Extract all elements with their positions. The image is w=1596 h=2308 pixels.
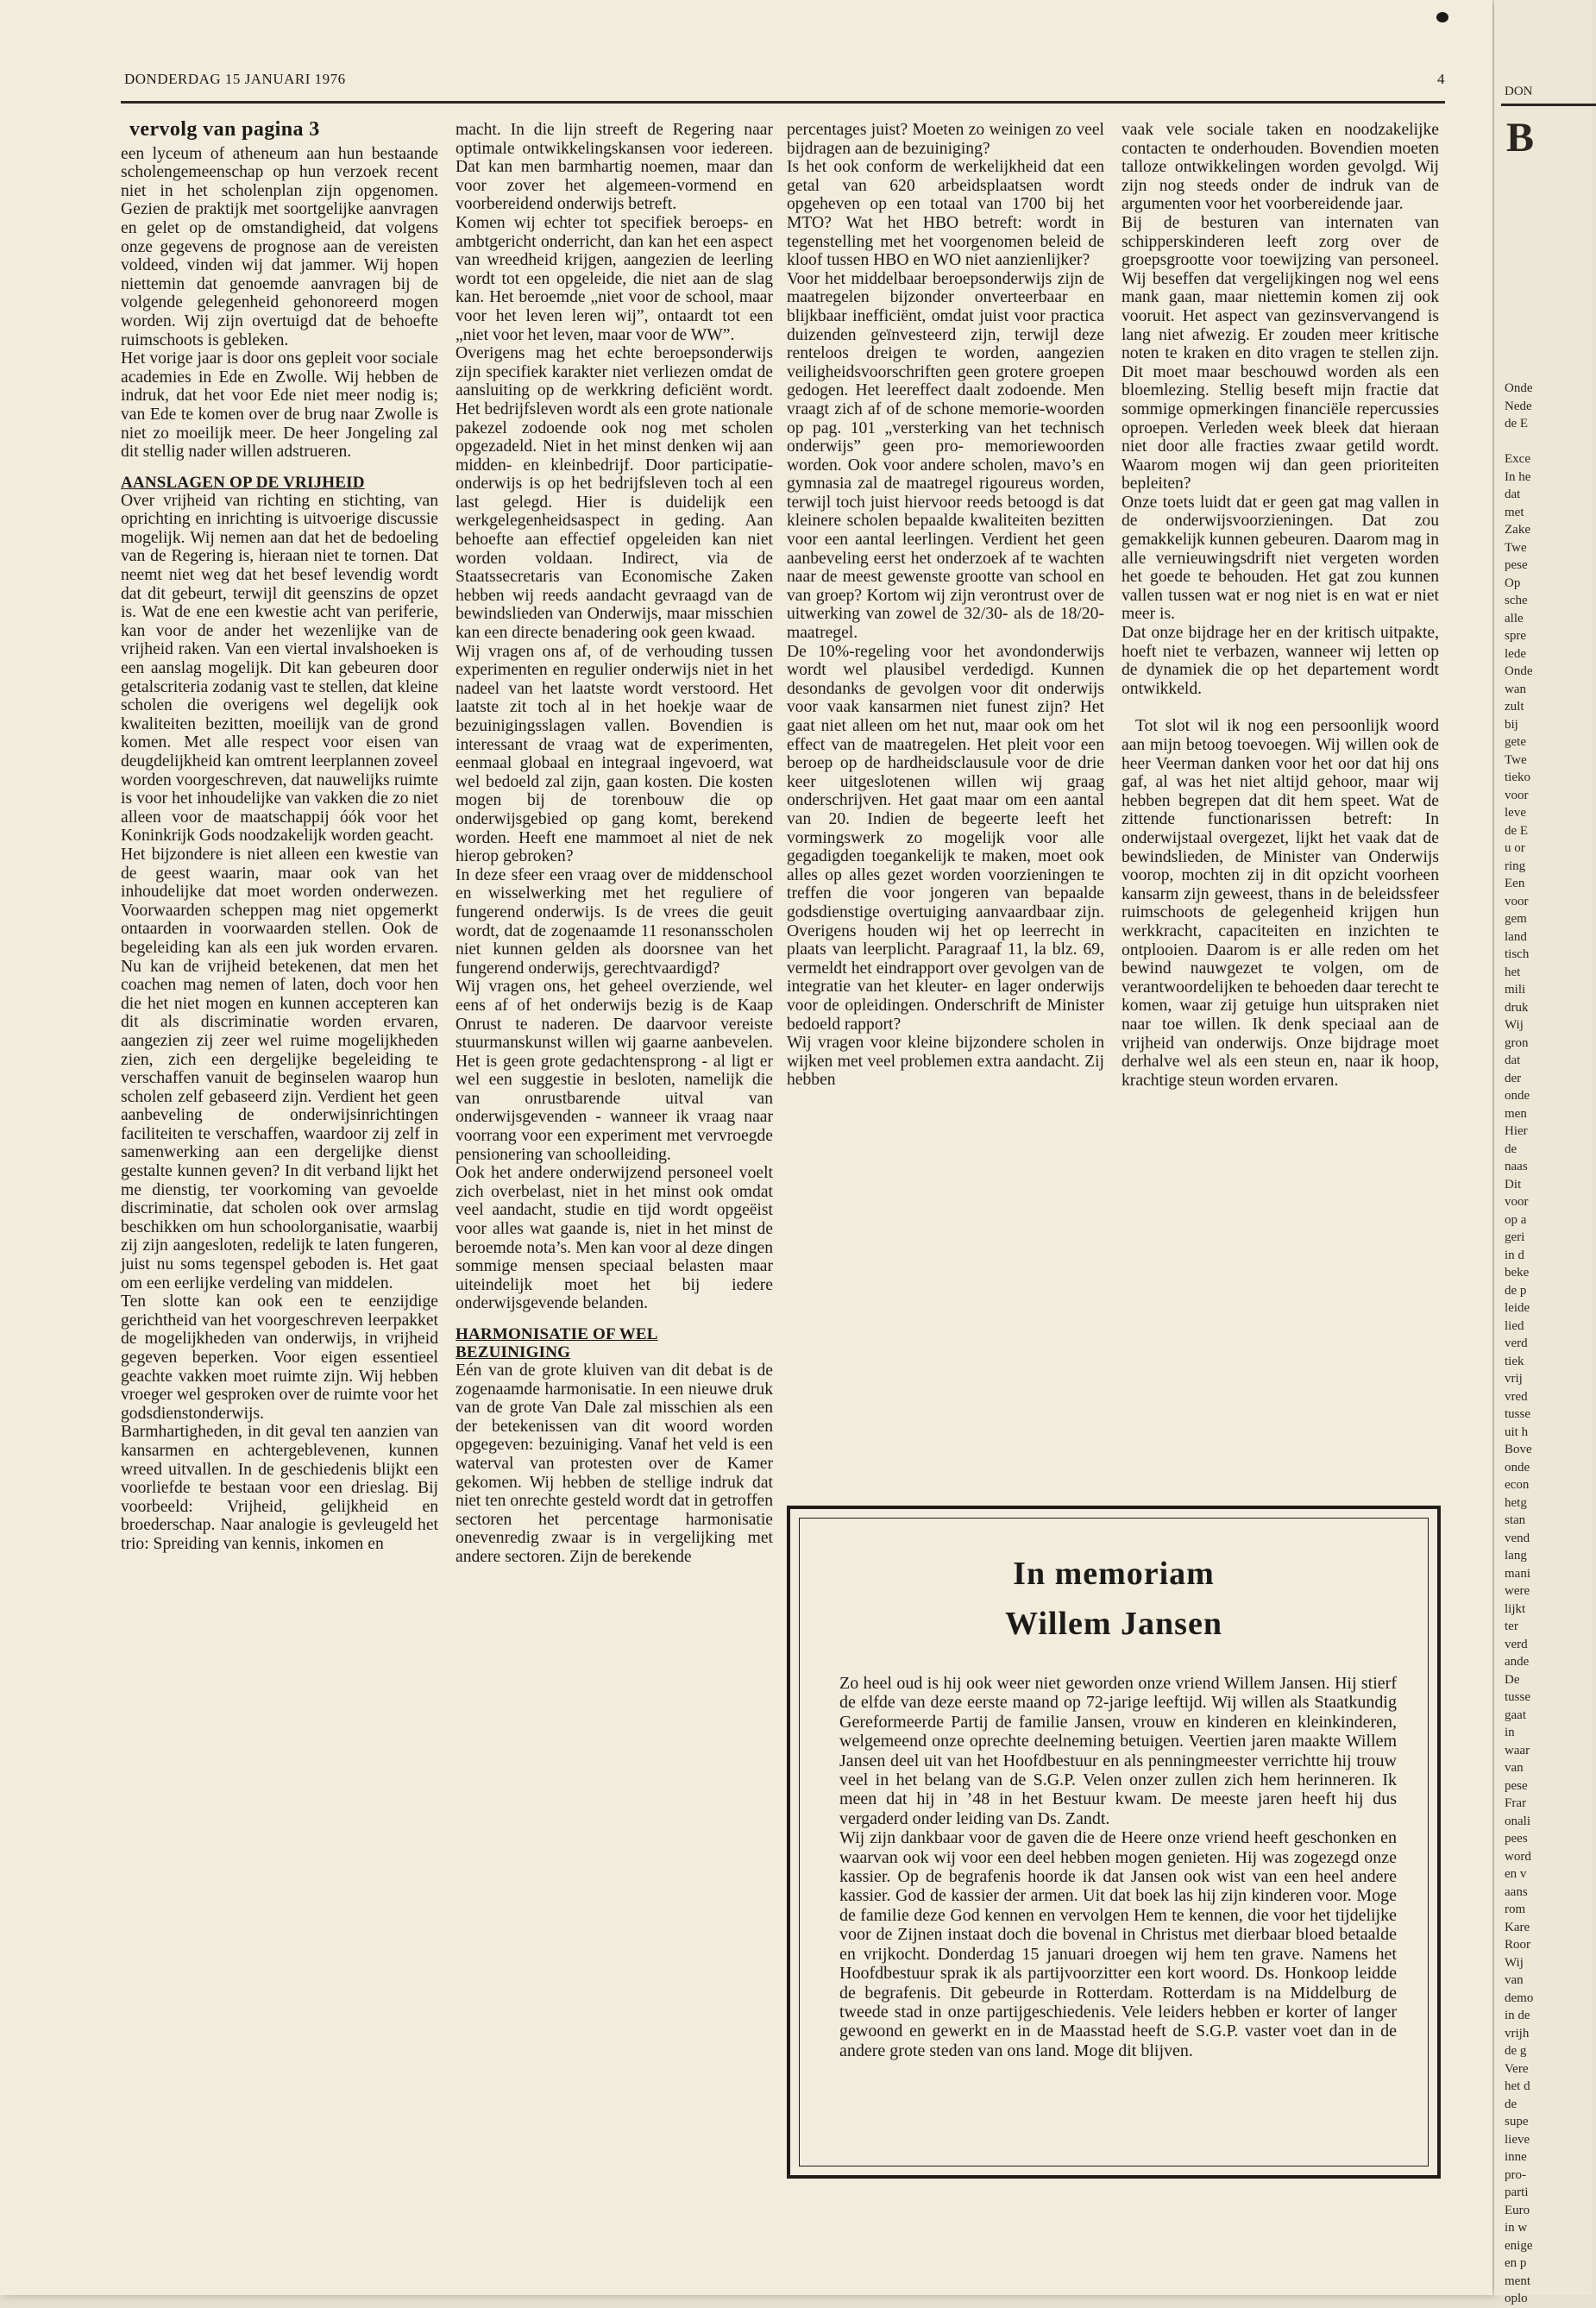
text-fragment: Twe <box>1505 752 1527 767</box>
text-fragment: Zake <box>1505 523 1530 537</box>
paragraph: Is het ook conform de werkelijkheid dat een getal van 620 arbeidsplaatsen wordt opgeheven op een totaal van 1700 bij het MTO? Wat het HBO betreft: wordt in tegenstelling met het voorgenomen beleid de kloof tussen HBO en WO niet aanzienlijker? <box>787 158 1104 270</box>
paragraph: Ten slotte kan ook een te eenzijdige gerichtheid van het voorgeschreven leerpakket de mogelijkheden van onderwijs, in vrijheid gegeven beperken. Voor eigen essentieel geachte vakken moet ruimte zijn. Wij hebben vroeger wel gesproken over de ruimte voor het godsdienstonderwijs. <box>121 1292 438 1423</box>
paragraph: Eén van de grote kluiven van dit debat is de zogenaamde harmonisatie. In een nieuwe druk van de grote Van Dale zal misschien als een der betekenissen van dit woord worden opgegeven: bezuiniging. Vanaf het veld is een waterval van protesten over de Kamer gekomen. Wij hebben de stellige indruk dat niet ten onrechte gesteld wordt dat in getroffen sectoren het percentage harmonisatie onevenredig zwaar is in vergelijking met andere sectoren. Zijn de berekende <box>456 1362 773 1566</box>
text-fragment: dat <box>1505 487 1521 501</box>
text-fragment: supe <box>1505 2115 1529 2129</box>
text-fragment: stan <box>1505 1513 1526 1527</box>
paragraph: macht. In die lijn streeft de Regering naar optimale ontwikkelingskansen voor iedereen. Dat kan men barmhartig noemen, maar dan voor zover het algemeen-vormend en voorbereidend onderwijs betreft. <box>456 121 773 214</box>
text-fragment: pese <box>1505 558 1528 572</box>
text-fragment: naas <box>1505 1160 1528 1173</box>
page-number: 4 <box>1437 71 1445 87</box>
text-fragment: alle <box>1505 611 1524 626</box>
text-fragment: Onde <box>1505 381 1533 395</box>
memoriam-inner-border <box>799 1518 1429 2167</box>
text-fragment: gem <box>1505 912 1527 926</box>
text-fragment: spre <box>1505 629 1526 643</box>
paragraph: Ook het andere onderwijzend personeel voelt zich overbelast, niet in het minst ook omdat veel aandacht, studie en tijd wordt opgeëist voor alles wat gaande is, niet in het minst de beroemde nota’s. Men kan voor al deze dingen sommige mensen speciaal belasten maar uiteindelijk moet het bij iedere onderwijsgevende belanden. <box>456 1164 773 1313</box>
text-fragment: het <box>1505 965 1521 979</box>
text-fragment: bij <box>1505 717 1518 732</box>
memoriam-name: Willem Jansen <box>1005 1606 1222 1642</box>
text-fragment <box>1505 433 1591 451</box>
text-fragment: Vere <box>1505 2061 1529 2076</box>
text-fragment: Wij <box>1505 1018 1524 1032</box>
text-fragment: Een <box>1505 877 1525 890</box>
column-4 <box>1122 121 1439 1090</box>
column-1 <box>121 118 438 1554</box>
text-fragment: der <box>1505 1071 1522 1085</box>
text-fragment: De <box>1505 1672 1520 1687</box>
text-fragment: leve <box>1505 806 1526 820</box>
text-fragment: tisch <box>1505 947 1530 961</box>
paragraph: Overigens mag het echte beroepsonderwijs zijn specifiek karakter niet verliezen omdat de aansluiting op de werkkring deficiënt wordt. Het bedrijfsleven wordt als een grote nationale pakezel zodoende ook nog met scholen opgezadeld. Niet in het minst denken wij aan midden- en kleinbedrijf. Door participatie-onderwijs is op het bedrijfsleven toch al een last gelegd. Hier is duidelijk een werkgelegenheidsaspect in geding. Aan behoefte aan effectief opgeleiden kan niet worden voldaan. Indirect, via de Staatssecretaris van Economische Zaken hebben wij reeds aandacht gevraagd van de bewindslieden van Onderwijs, maar misschien kan een directe benadering ook geen kwaad. <box>456 344 773 643</box>
text-fragment: druk <box>1505 1000 1529 1015</box>
text-fragment: Frar <box>1505 1796 1526 1810</box>
text-fragment: de E <box>1505 823 1529 838</box>
text-fragment: Bove <box>1505 1443 1532 1456</box>
paragraph: De 10%-regeling voor het avondonderwijs wordt wel plausibel verdedigd. Kunnen desondanks de gevolgen voor dit onderwijs voor vaak kansarmen niet funest zijn? Het gaat niet alleen om het nut, maar ook om het effect van de maatregelen. Het pleit voor een beroep op de hardheidsclausule voor de drie keer uitgeslotenen willen wij graag onderschrijven. Het gaat maar om een aantal van 20. Indien de begeerte leeft het vormingswerk zo mogelijk voor alle gegadigden toegankelijk te maken, moet ook alles op alles gezet worden voorzieningen te treffen die voor jongeren van bepaalde godsdienstige overtuiging aanvaardbaar zijn. Overigens houden wij het op leerrecht in plaats van leerplicht. Paragraaf 11, la blz. 69, vermeldt het eindrapport over gevolgen van de integratie van het kleuter- en lager onderwijs voor de opleidingen. Onderschrift de Minister bedoeld rapport? <box>787 642 1104 1034</box>
text-fragment: voor <box>1505 894 1529 909</box>
text-fragment: pro- <box>1505 2167 1526 2182</box>
text-fragment: Exce <box>1505 452 1530 466</box>
text-fragment: Euro <box>1505 2203 1530 2217</box>
text-fragment: Kare <box>1505 1920 1530 1934</box>
text-fragment: inne <box>1505 2150 1527 2164</box>
paragraph: Bij de besturen van internaten van schipperskinderen leeft zorg over de groepsgrootte voor toewijzing van personeel. Wij beseffen dat vergelijkingen nog wel eens mank gaan, maar niettemin komen zij ook vooruit. Het aspect van gezinsvervangend is lang niet afwezig. Er zouden meer kritische noten te kraken en dito vragen te stellen zijn. Dit moet maar beschouwd worden als een bloemlezing. Stellig beseft mijn fractie dat sommige opmerkingen financiële repercussies oproepen. Verleden week bleek dat hieraan niet door alle fracties zwaar getild wordt. Waarom mogen wij dan geen prioriteiten bepleiten? <box>1122 213 1439 494</box>
text-fragment: in w <box>1505 2221 1528 2235</box>
text-fragment: voor <box>1505 1195 1529 1209</box>
text-fragment: word <box>1505 1849 1531 1864</box>
continued-label: vervolg van pagina 3 <box>129 118 320 141</box>
text-fragment: de <box>1505 1141 1517 1156</box>
section-heading: AANSLAGEN OP DE VRIJHEID <box>121 473 365 492</box>
text-fragment: op a <box>1505 1212 1527 1227</box>
memoriam-title: In memoriam <box>1013 1556 1215 1592</box>
paragraph: Wij vragen voor kleine bijzondere scholen in wijken met veel problemen extra aandacht. Zij hebben <box>787 1034 1104 1090</box>
text-fragment: oplo <box>1505 2292 1528 2305</box>
text-fragment: dat <box>1505 1053 1521 1067</box>
text-fragment: vred <box>1505 1389 1528 1404</box>
text-fragment: lieve <box>1505 2132 1530 2147</box>
paragraph: Wij vragen ons af, of de verhouding tussen experimenten en regulier onderwijs niet in het nadeel van het laatste wordt verstoord. Het laatste zit toch al in het hoekje waar de bezuinigingsslagen vallen. Bovendien is interessant de vraag wat de experimenten, eenmaal globaal en integraal ingevoerd, wat wel bedoeld zal zijn, gaan kosten. Die kosten mogen bij de torenbouw die op onderwijsgebied op gang komt, berekend worden. Heeft ene mammoet al niet de nek hierop gebroken? <box>456 642 773 866</box>
text-fragment: de E <box>1505 417 1529 431</box>
text-fragment: verd <box>1505 1637 1528 1651</box>
text-fragment: Onde <box>1505 664 1533 678</box>
text-fragment: Roor <box>1505 1938 1530 1952</box>
text-fragment: tieko <box>1505 770 1530 784</box>
header-date: DONDERDAG 15 JANUARI 1976 <box>124 71 346 87</box>
text-fragment: de p <box>1505 1283 1527 1298</box>
text-fragment: verd <box>1505 1336 1528 1350</box>
text-fragment: Hier <box>1505 1124 1528 1138</box>
next-page-headline-letter: B <box>1506 115 1535 160</box>
paragraph: Wij zijn dankbaar voor de gaven die de Heere onze vriend heeft geschonken en waarvan ook wij voor een deel hebben mogen genieten. Hij was zogezegd onze kassier. Op de begrafenis hoorde ik dat Jansen ook wist van een heel andere kassier. God de kassier der armen. Uit dat boek las hij zijn kinderen voor. Moge de familie deze God kennen en vervolgen Hem te kennen, die voor het tijdelijke voor de Zijnen instaat doch die bovenal in Christus met dierbaar bloed betaalde en vrijkocht. Donderdag 15 januari droegen wij hem ten grave. Namens het Hoofdbestuur sprak ik als partijvoorzitter een kort woord. Ds. Honkoop leidde de begrafenis. Dit gebeurde in Rotterdam. Rotterdam is na Middelburg de tweede stad in onze partijgeschiedenis. Vele leiders hebben er korter of langer gewoond en gewerkt en in de Maasstad heeft de S.G.P. vaster voet dan in de andere grote steden van ons land. Moge dit blijven. <box>839 1828 1397 2060</box>
next-page-rule <box>1501 104 1596 106</box>
text-fragment: Dit <box>1505 1177 1522 1192</box>
paragraph: Over vrijheid van richting en stichting, van oprichting en inrichting is uitvoerige discussie mogelijk. Wij nemen aan dat het de bedoeling van de Regering is, hieraan niet te tornen. Dat neemt niet weg dat het besef levendig wordt dat dit gebeurt, terwijl dit geenszins de opzet is. Wat de ene een kwestie acht van periferie, kan voor de ander het wezenlijke van de vrijheid raken. Van een viertal invalshoeken is een aanslag mogelijk. Dit kan gebeuren door getalscriteria zodanig vast te stellen, dat kleine scholen die overigens wel degelijk ook kwaliteiten bezitten, moeilijk van de grond komen. Met alle respect voor eisen van deugdelijkheid kan omtrent leerplannen zoveel worden voorgeschreven, dat nauwelijks ruimte is voor het inhoudelijke van vakken die zo niet alleen voor de maatschappij óók voor het Koninkrijk Gods noodzakelijk worden geacht. <box>121 491 438 846</box>
text-fragment: pees <box>1505 1832 1528 1846</box>
header-rule <box>121 101 1445 104</box>
text-fragment: aans <box>1505 1884 1528 1899</box>
text-fragment: in d <box>1505 1248 1524 1262</box>
paragraph: Het vorige jaar is door ons gepleit voor sociale academies in Ede en Zwolle. Wij hebben de indruk, dat het voor Ede niet meer nodig is; van Ede te komen over de brug naar Zwolle is niet zo moeilijk meer. De heer Jongeling zal dit stellig nader willen adstrueren. <box>121 349 438 462</box>
text-fragment: en p <box>1505 2256 1527 2270</box>
paragraph: Voor het middelbaar beroepsonderwijs zijn de maatregelen bijzonder onverteerbaar en blijkbaar inefficiënt, omdat juist voor practica duizenden geïnvesteerd zijn, terwijl deze renteloos dreigen te worden, aangezien veiligheidsvoorschriften geen grotere groepen gedogen. Het leereffect daalt zodoende. Men vraagt zich af of de schone memorie-woorden op pag. 101 „versterking van het technisch onderwijs” geen pro- memoriewoorden worden. Ook voor andere scholen, mavo’s en gymnasia zal de maatregel rigoureus worden, terwijl toch juist hiervoor reeds betoogd is dat kleinere scholen bepaalde kwaliteiten bezitten voor een aantal leerlingen. Verdient het geen aanbeveling eerst het onderzoek af te wachten naar de meest gewenste grootte van school en van groep? Kortom wij zijn verontrust over de uitwerking van zowel de 32/30- als de 18/20-maatregel. <box>787 269 1104 643</box>
text-fragment: Op <box>1505 575 1521 590</box>
paragraph: Komen wij echter tot specifiek beroeps- en ambtgericht onderricht, dan kan het een aspect van wreedheid krijgen, aangezien de leerling wordt tot een opgeleide, die niet aan de slag kan. Het beroemde „niet voor de school, maar voor het leven leren wij”, ontaardt tot een „niet voor het leven, maar voor de WW”. <box>456 213 773 344</box>
paragraph: Wij vragen ons, het geheel overziende, wel eens af of het onderwijs bezig is de Kaap Onrust te naderen. De daarvoor vereiste stuurmanskunst willen wij gaarne aanbevelen. Het is geen grote gedachtensprong - al ligt er wel een suggestie in besloten, namelijk die van onrustbarende uitval van onderwijsgevenden - wanneer ik vraag naar voorrang voor een experiment met vervroegde pensionering van schoolleiding. <box>456 978 773 1164</box>
text-fragment: onde <box>1505 1089 1530 1103</box>
text-fragment: van <box>1505 1973 1524 1987</box>
text-fragment: lijkt <box>1505 1601 1526 1616</box>
text-fragment: Nede <box>1505 399 1532 413</box>
text-fragment: u or <box>1505 841 1525 855</box>
text-fragment: het d <box>1505 2079 1530 2093</box>
column-3 <box>787 121 1104 1090</box>
next-page-edge <box>1494 0 1592 2305</box>
text-fragment: vend <box>1505 1531 1530 1545</box>
text-fragment: zult <box>1505 700 1524 714</box>
text-fragment: tusse <box>1505 1407 1530 1421</box>
text-fragment: lang <box>1505 1549 1527 1563</box>
text-fragment: uit h <box>1505 1424 1529 1439</box>
text-fragment: voor <box>1505 788 1529 802</box>
text-fragment: demo <box>1505 1990 1534 2005</box>
next-page-text-fragments <box>1505 380 1591 2308</box>
text-fragment: land <box>1505 929 1527 944</box>
text-fragment: econ <box>1505 1478 1530 1492</box>
paragraph: vaak vele sociale taken en noodzakelijke contacten te onderhouden. Bovendien moeten talloze ontwikkelingen worden gevolgd. Wij zijn nog steeds onder de indruk van de argumenten voor het voorbereidende jaar. <box>1122 121 1439 214</box>
text-fragment: men <box>1505 1106 1527 1121</box>
text-fragment: vrijh <box>1505 2026 1530 2041</box>
text-fragment: ande <box>1505 1655 1530 1669</box>
text-fragment: ter <box>1505 1619 1518 1633</box>
text-fragment: van <box>1505 1761 1524 1775</box>
paragraph: Tot slot wil ik nog een persoonlijk woord aan mijn betoog toevoegen. Wij willen ook de heer Veerman danken voor het oor dat hij ons gaf, al was het niet altijd gehoor, maar wij hebben begrepen dat dit hem speet. Wat de zittende functionarissen betreft: In onderwijstaal overgezet, lijkt het vaak dat de bewindslieden, de Minister van Onderwijs voorop, mochten zij in dit opzicht voorheen kansarm zijn geweest, thans in de beleidssfeer ruimschoots de gelegenheid krijgen hun werkkracht, capaciteiten en inzichten te ontplooien. Daarom is er alle reden om het bewind nauwgezet te volgen, om de verantwoordelijken te behoeden daar terecht te komen, waar zij getuige hun uitspraken niet naar toe willen. Ik denk speciaal aan de vrijheid van onderwijs. Onze bijdrage moet derhalve wel als een steun en, naar ik hoop, krachtige steun worden ervaren. <box>1122 717 1439 1090</box>
text-fragment: mili <box>1505 983 1526 997</box>
text-fragment: gaat <box>1505 1707 1526 1722</box>
text-fragment: mani <box>1505 1566 1530 1581</box>
text-fragment: parti <box>1505 2185 1529 2199</box>
text-fragment: sche <box>1505 594 1528 607</box>
text-fragment: gete <box>1505 735 1526 749</box>
text-fragment: pese <box>1505 1778 1528 1793</box>
memoriam-box <box>787 1506 1441 2179</box>
next-page-header: DON <box>1505 85 1533 98</box>
text-fragment: in <box>1505 1726 1515 1739</box>
text-fragment: rom <box>1505 1902 1526 1916</box>
paragraph: Barmhartigheden, in dit geval ten aanzien van kansarmen en achtergeblevenen, kunnen wreed uitvallen. In de geschiedenis blijkt een voorliefde te bestaan voor een drieslag. Bij voorbeeld: Vrijheid, gelijkheid en broederschap. Naar analogie is gevleugeld het trio: Spreiding van kennis, inkomen en <box>121 1423 438 1553</box>
ink-blot <box>1436 12 1448 22</box>
text-fragment: de g <box>1505 2044 1527 2058</box>
text-fragment: tiek <box>1505 1354 1524 1368</box>
text-fragment: ring <box>1505 858 1526 873</box>
text-fragment: wan <box>1505 682 1526 696</box>
column-2 <box>456 121 773 1567</box>
paragraph: percentages juist? Moeten zo weinigen zo veel bijdragen aan de bezuiniging? <box>787 121 1104 158</box>
paragraph: Zo heel oud is hij ook weer niet geworden onze vriend Willem Jansen. Hij stierf de elfde van deze eerste maand op 72-jarige leeftijd. Wij willen als Staatkundig Gereformeerde Partij de familie Jansen, vrouw en kinderen en kleinkinderen, welgemeend onze oprechte deelneming betuigen. Veertien jaren maakte Willem Jansen deel uit van het Hoofdbestuur en als penningmeester verrichtte hij trouw veel in het belang van de S.G.P. Velen onzer zullen zich hem herinneren. Ik meen dat hij in ’48 in het Bestuur kwam. De meeste jaren heeft hij dus vergaderd onder leiding van Ds. Zandt. <box>839 1674 1397 1828</box>
text-fragment: In he <box>1505 469 1531 484</box>
text-fragment: enige <box>1505 2238 1533 2253</box>
text-fragment: ment <box>1505 2273 1530 2288</box>
text-fragment: lied <box>1505 1318 1524 1333</box>
text-fragment: onali <box>1505 1814 1530 1828</box>
section-heading: HARMONISATIE OF WEL BEZUINIGING <box>456 1325 658 1362</box>
text-fragment: geri <box>1505 1230 1525 1244</box>
text-fragment: lede <box>1505 646 1526 661</box>
text-fragment: beke <box>1505 1266 1530 1280</box>
text-fragment: en v <box>1505 1867 1527 1881</box>
text-fragment: waar <box>1505 1743 1530 1758</box>
text-fragment: in de <box>1505 2009 1530 2022</box>
text-fragment: hetg <box>1505 1495 1527 1510</box>
text-fragment: Twe <box>1505 540 1527 555</box>
text-fragment: leide <box>1505 1301 1530 1315</box>
text-fragment: tusse <box>1505 1690 1530 1704</box>
text-fragment: were <box>1505 1584 1530 1598</box>
text-fragment: vrij <box>1505 1372 1523 1386</box>
memoriam-body <box>839 1674 1397 2060</box>
paragraph: Onze toets luidt dat er geen gat mag vallen in de onderwijsvoorzieningen. Dat zou gemakkelijk kunnen gebeuren. Daarom mag in alle vernieuwingsdrift niet vergeten worden het goede te behouden. Het gat zou kunnen vallen tussen wat er nog niet is en wat er niet meer is. <box>1122 493 1439 624</box>
paragraph: Het bijzondere is niet alleen een kwestie van de geest waarin, maar ook van het inhoudelijke dat moet worden onderwezen. Voorwaarden scheppen mag niet opgemerkt ontaarden in voorwaarden stellen. Ook de begeleiding kan als een juk worden ervaren. Nu kan de vrijheid betekenen, dat men het coachen mag nemen of laten, doch voor hen die het niet mogen en kunnen accepteren kan dit als discriminatie worden ervaren, aangezien zij zeer wel ruime mogelijkheden zien, zich een dergelijke begeleiding te verschaffen vanuit de beginselen waarop hun scholen zelf gebaseerd zijn. Verdient het geen aanbeveling de onderwijsinrichtingen faciliteiten te verschaffen, waardoor zij zelf in samenwerking aan een dergelijke dienst gestalte kunnen geven? In dit verband lijkt het me dienstig, ter voorkoming van gevoelde discriminatie, dat scholen ook over armslag beschikken om hun schoolorganisatie, waarbij zij zijn aangesloten, redelijk te laten fungeren, juist nu soms tegenspel geboden is. Het gaat om een eerlijke verdeling van middelen. <box>121 845 438 1292</box>
page-header <box>121 71 1445 97</box>
text-fragment: Wij <box>1505 1955 1524 1970</box>
text-fragment: met <box>1505 505 1524 519</box>
paragraph: een lyceum of atheneum aan hun bestaande scholengemeenschap op hun verzoek recent niet in het scholenplan zijn opgenomen. Gezien de praktijk met soortgelijke aanvragen en gelet op de omstandigheid, dat volgens onze gegevens de prognose aan de vereisten voldeed, vinden wij dat jammer. Wij hopen niettemin dat genoemde aanvragen bij de volgende gelegenheid gehonoreerd mogen worden. Wij zijn overtuigd dat de behoefte ruimschoots is gebleken. <box>121 144 438 349</box>
paragraph: In deze sfeer een vraag over de middenschool en wisselwerking met het reguliere of fungerend onderwijs. Is de vrees die geuit wordt, dat de zogenaamde 11 resonansscholen niet kunnen gelden als doorsnee van het fungerend onderwijs, gerechtvaardigd? <box>456 865 773 978</box>
text-fragment: de <box>1505 2097 1517 2111</box>
text-fragment: onde <box>1505 1460 1530 1475</box>
text-fragment: gron <box>1505 1035 1529 1050</box>
paragraph: Dat onze bijdrage her en der kritisch uitpakte, hoeft niet te verbazen, wanneer wij letten op de dynamiek die op het departement wordt ontwikkeld. <box>1122 624 1439 698</box>
